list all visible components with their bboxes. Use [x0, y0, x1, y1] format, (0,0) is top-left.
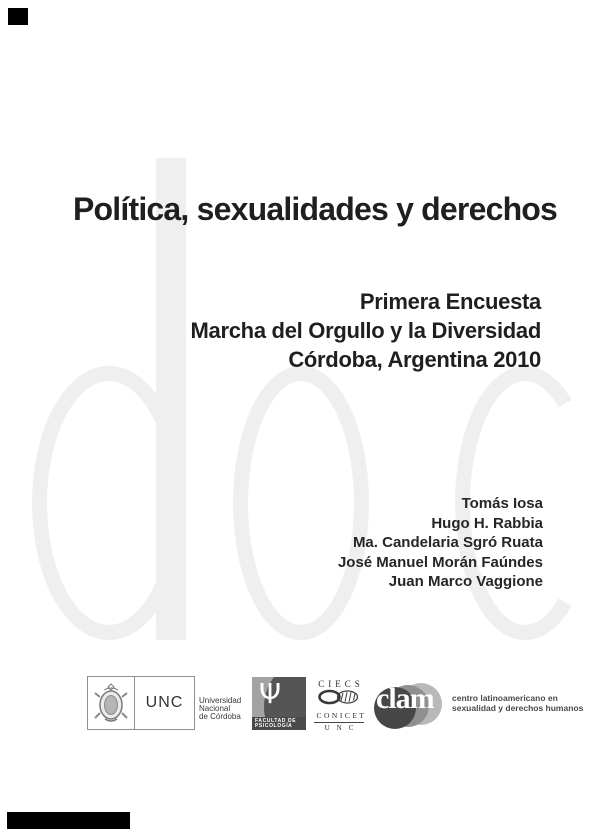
clam-description-line: centro latinoamericano en — [452, 693, 558, 703]
subtitle-block — [191, 287, 541, 374]
psicologia-label — [252, 717, 306, 730]
facultad-psicologia-logo — [252, 677, 306, 730]
ciecs-wordmark: CIECS — [318, 679, 364, 689]
psi-icon: Ψ — [259, 677, 282, 710]
clam-logo — [374, 679, 584, 729]
conicet-wordmark: CONICET — [314, 711, 364, 723]
unc-acronym: UNC — [145, 694, 184, 711]
author-name: Hugo H. Rabbia — [431, 514, 543, 532]
subtitle-line: Marcha del Orgullo y la Diversidad — [190, 318, 541, 343]
clam-description — [452, 693, 583, 713]
subtitle-line: Primera Encuesta — [359, 289, 541, 314]
unc-name-line: Universidad — [199, 696, 242, 705]
ciecs-unc-label: UNC — [324, 724, 361, 732]
clam-wordmark: clam — [376, 682, 434, 715]
unc-crest-icon — [88, 677, 135, 729]
unc-name-line: de Córdoba — [199, 712, 241, 721]
unc-name-block — [199, 697, 241, 721]
ciecs-conicet-logo — [314, 679, 367, 732]
authors-block — [338, 494, 543, 592]
author-name: Tomás Iosa — [461, 495, 543, 512]
clam-description-line: sexualidad y derechos humanos — [452, 703, 584, 713]
unc-logo — [87, 676, 195, 730]
subtitle-line: Córdoba, Argentina 2010 — [288, 347, 541, 372]
author-name: Juan Marco Vaggione — [388, 573, 543, 590]
author-name: Ma. Candelaria Sgró Ruata — [352, 534, 543, 551]
unc-name-line: Nacional — [199, 704, 231, 713]
psicologia-label-line: PSICOLOGÍA — [255, 723, 293, 729]
conicet-infinity-icon — [317, 689, 361, 705]
page-title: Política, sexualidades y derechos — [73, 191, 558, 227]
psicologia-label-line: FACULTAD DE — [255, 717, 297, 724]
author-name: José Manuel Morán Faúndes — [337, 553, 543, 571]
